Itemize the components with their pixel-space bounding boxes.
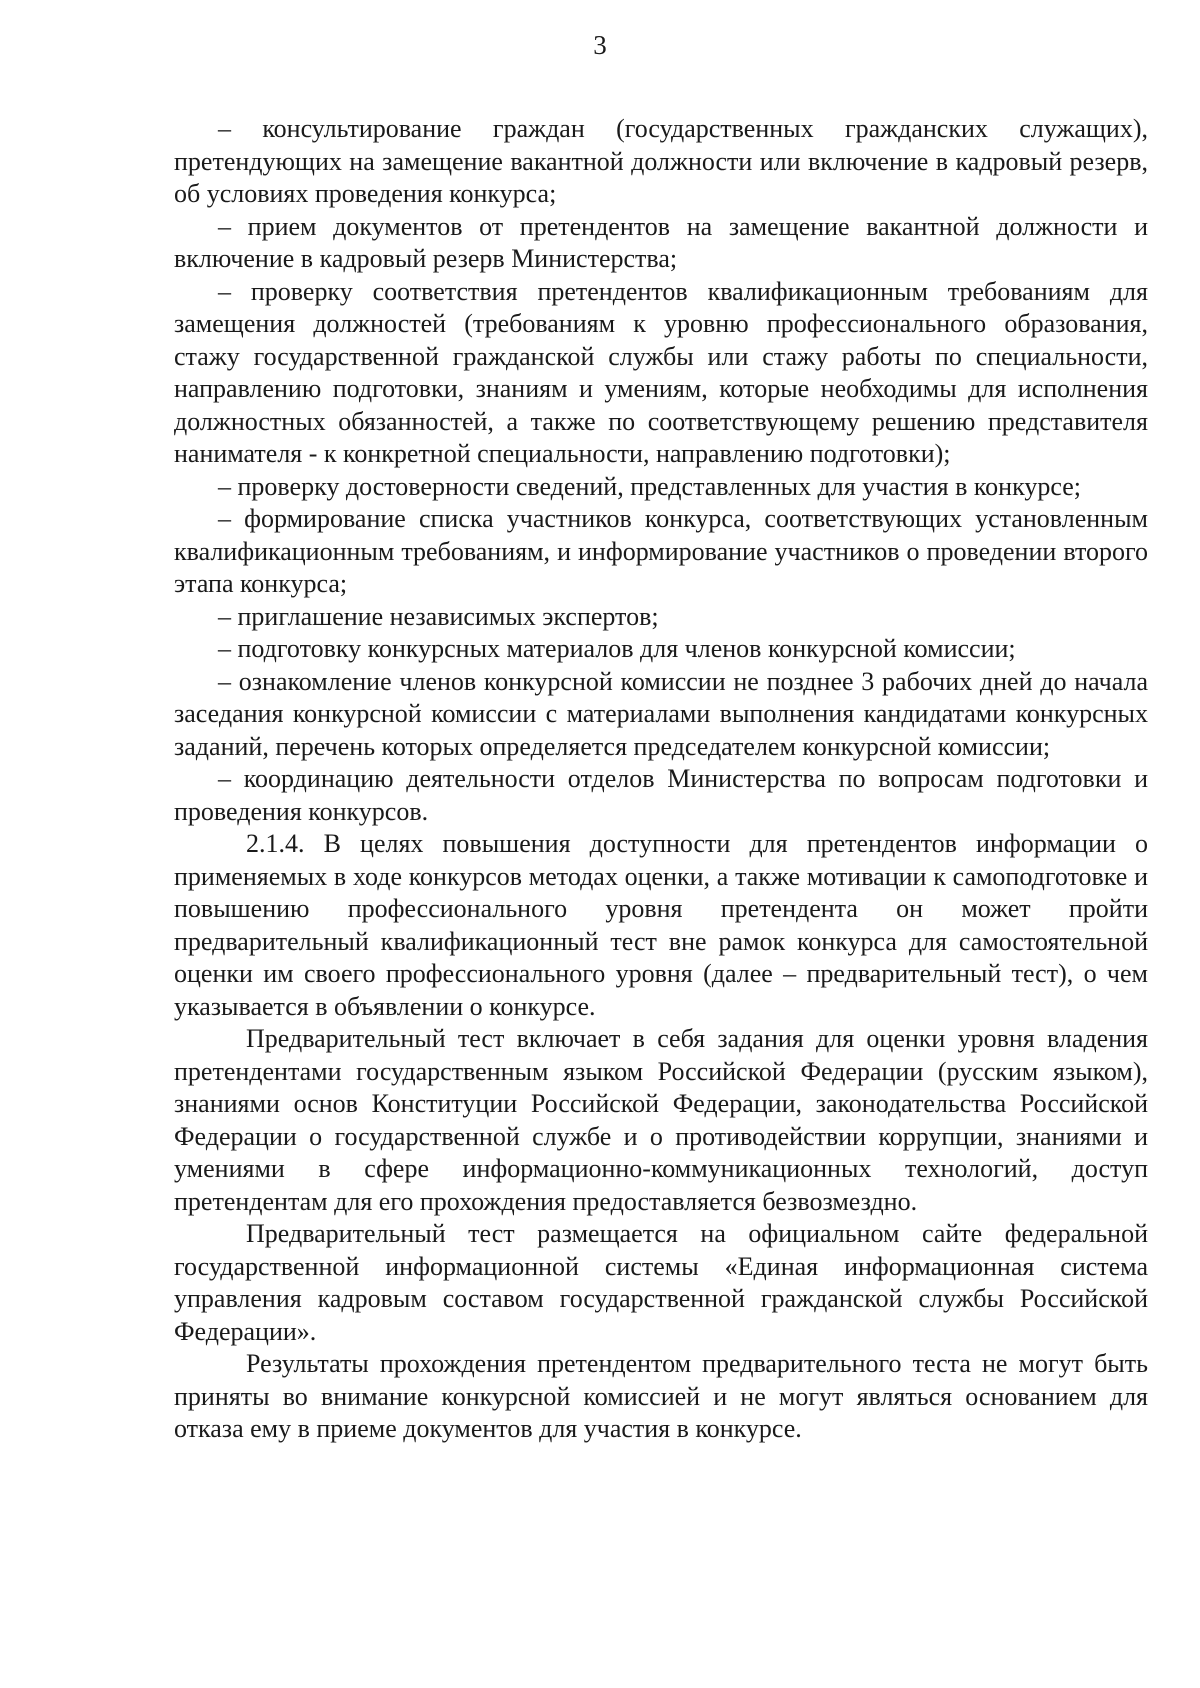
paragraph-materials-preparation: – подготовку конкурсных материалов для членов конкурсной комиссии;: [218, 634, 1016, 663]
paragraph-test-contents: Предварительный тест включает в себя задания для оценки уровня владения претендентами государственным языком Российской Федерации (русским языком), знаниями основ Конституции Российской Федерации, законодательства Российской Федерации о государственной службе и о противодействии коррупции, знаниями и умениями в сфере информационно-коммуникационных технологий, доступ претендентам для его прохождения предоставляется безвозмездно.: [174, 1024, 1148, 1216]
paragraph-documents-intake: – прием документов от претендентов на замещение вакантной должности и включение в кадровый резерв Министерства;: [174, 211, 1148, 273]
paragraph-test-results: Результаты прохождения претендентом предварительного теста не могут быть приняты во внимание конкурсной комиссией и не могут являться основанием для отказа ему в приеме документов для участия в конкурсе.: [174, 1349, 1148, 1443]
document-body: [174, 113, 1148, 1446]
paragraph-experts-invitation: – приглашение независимых экспертов;: [218, 601, 659, 631]
paragraph-verification: – проверку достоверности сведений, представленных для участия в конкурсе;: [218, 471, 1081, 501]
paragraph-coordination: – координацию деятельности отделов Министерства по вопросам подготовки и проведения конкурсов.: [174, 764, 1148, 826]
paragraph-test-placement: Предварительный тест размещается на официальном сайте федеральной государственной информационной системы «Единая информационная система управления кадровым составом государственной гражданской службы Российской Федерации».: [174, 1219, 1148, 1346]
paragraph-qualification-check: – проверку соответствия претендентов квалификационным требованиям для замещения должностей (требованиям к уровню профессионального образования, стажу государственной гражданской службы или стажу работы по специальности, направлению подготовки, знаниям и умениям, которые необходимы для исполнения должностных обязанностей, а также по соответствующему решению представителя нанимателя - к конкретной специальности, направлению подготовки);: [174, 276, 1148, 468]
paragraph-section-2-1-4: 2.1.4. В целях повышения доступности для претендентов информации о применяемых в ходе конкурсов методах оценки, а также мотивации к самоподготовке и повышению профессионального уровня претендента он может пройти предварительный квалификационный тест вне рамок конкурса для самостоятельной оценки им своего профессионального уровня (далее – предварительный тест), о чем указывается в объявлении о конкурсе.: [174, 829, 1148, 1021]
page-number: 3: [593, 30, 607, 60]
paragraph-participants-list: – формирование списка участников конкурса, соответствующих установленным квалификационным требованиям, и информирование участников о проведении второго этапа конкурса;: [174, 504, 1148, 598]
paragraph-commission-briefing: – ознакомление членов конкурсной комиссии не позднее 3 рабочих дней до начала заседания конкурсной комиссии с материалами выполнения кандидатами конкурсных заданий, перечень которых определяется председателем конкурсной комиссии;: [174, 666, 1148, 761]
paragraph-consulting: – консультирование граждан (государственных гражданских служащих), претендующих на замещение вакантной должности или включение в кадровый резерв, об условиях проведения конкурса;: [174, 114, 1148, 208]
